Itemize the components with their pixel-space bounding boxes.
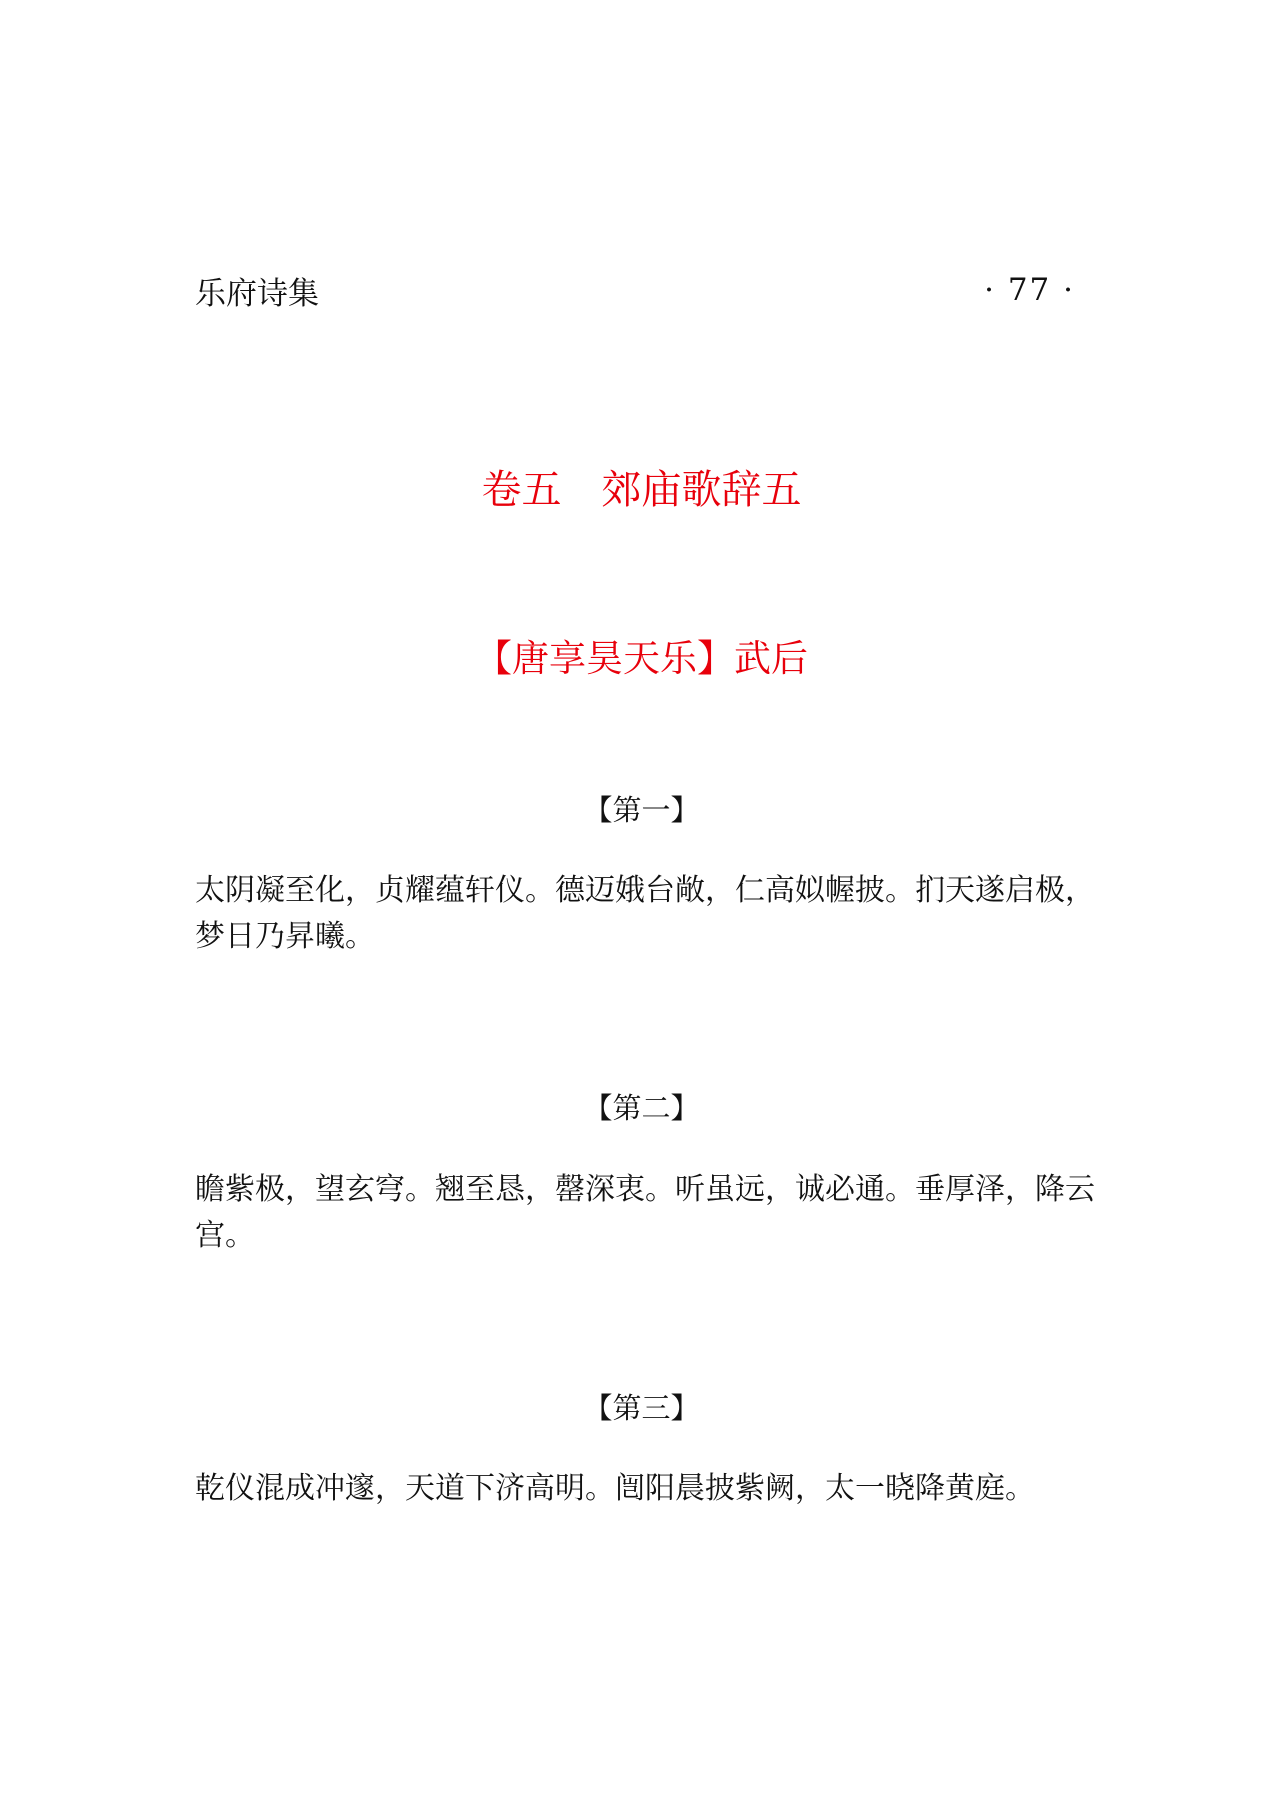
section-heading-3: 【第三】 <box>583 1391 700 1425</box>
page-number: · 77 · <box>984 272 1075 308</box>
poem-title: 【唐享昊天乐】武后 <box>475 637 808 680</box>
running-header <box>195 268 1075 312</box>
section-text-2: 瞻紫极，望玄穹。翘至恳，罄深衷。听虽远，诚必通。垂厚泽，降云宫。 <box>195 1172 1095 1253</box>
book-title: 乐府诗集 <box>195 275 319 312</box>
chapter-title: 卷五 郊庙歌辞五 <box>481 467 802 513</box>
section-heading-1: 【第一】 <box>583 793 700 827</box>
section-text-3: 乾仪混成冲邃，天道下济高明。闿阳晨披紫阙，太一晓降黄庭。 <box>195 1471 1035 1506</box>
section-text-1: 太阴凝至化，贞耀蕴轩仪。德迈娥台敞，仁高姒幄披。扪天遂启极，梦日乃昇曦。 <box>195 873 1095 954</box>
section-heading-2: 【第二】 <box>583 1091 700 1125</box>
